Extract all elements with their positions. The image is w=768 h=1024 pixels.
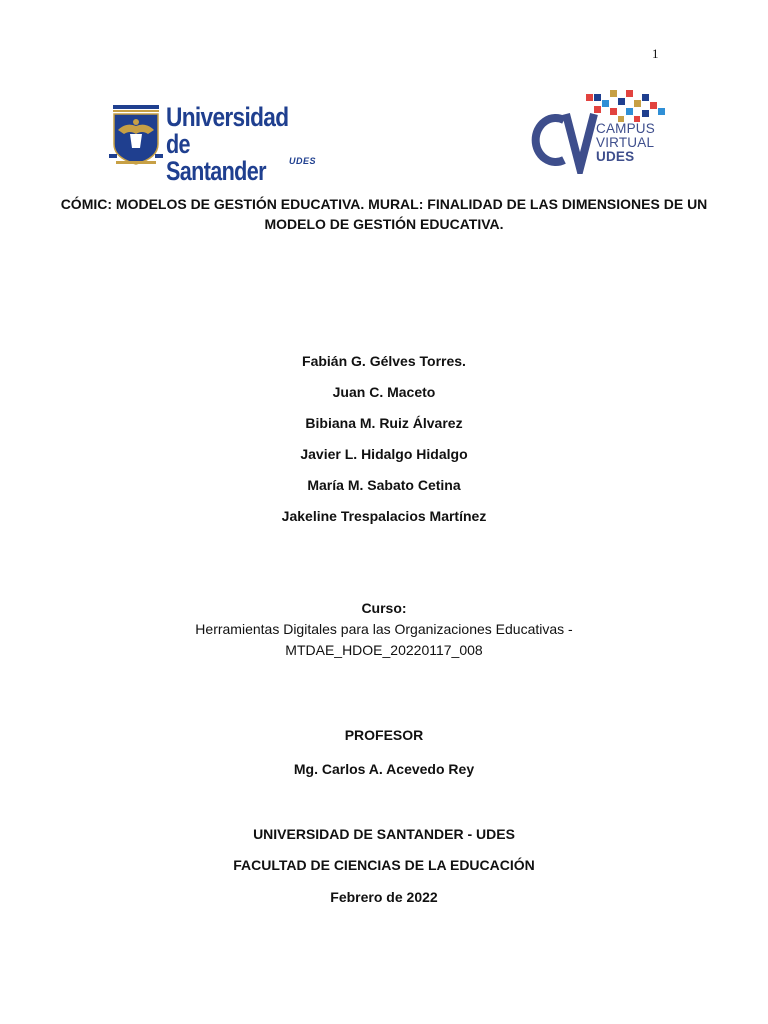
udes-shield-icon: [108, 104, 164, 168]
professor-label: PROFESOR: [344, 727, 424, 743]
campus-virtual-line1: CAMPUS: [596, 121, 655, 136]
udes-wordmark: [166, 104, 322, 185]
author-name: Bibiana M. Ruiz Álvarez: [305, 415, 463, 431]
university-name: UNIVERSIDAD DE SANTANDER - UDES: [253, 826, 515, 842]
campus-virtual-logo: [524, 88, 670, 174]
course-name-line1: Herramientas Digitales para las Organizaciones Educativas -: [195, 621, 573, 637]
document-title: CÓMIC: MODELOS DE GESTIÓN EDUCATIVA. MURAL: FINALIDAD DE LAS DIMENSIONES DE UN MODELO DE GESTIÓN EDUCATIVA.: [60, 196, 708, 232]
professor-name: Mg. Carlos A. Acevedo Rey: [293, 761, 475, 777]
author-name: Jakeline Trespalacios Martínez: [281, 508, 487, 524]
author-name: María M. Sabato Cetina: [307, 477, 461, 493]
author-name: Juan C. Maceto: [332, 384, 436, 400]
udes-logo: [108, 102, 320, 186]
udes-wordmark-sub: UDES: [288, 156, 316, 166]
author-name: Javier L. Hidalgo Hidalgo: [300, 446, 468, 462]
campus-virtual-line2: VIRTUAL: [596, 135, 655, 150]
page-number: 1: [652, 46, 659, 61]
document-date: Febrero de 2022: [330, 889, 438, 905]
udes-wordmark-line1: Universidad: [166, 102, 289, 132]
author-name: Fabián G. Gélves Torres.: [302, 353, 466, 369]
campus-virtual-text: [596, 122, 655, 164]
course-name-line2: MTDAE_HDOE_20220117_008: [285, 642, 483, 658]
campus-virtual-line3: UDES: [596, 149, 635, 164]
faculty-name: FACULTAD DE CIENCIAS DE LA EDUCACIÓN: [233, 857, 535, 873]
udes-wordmark-line2: de Santander: [166, 129, 266, 186]
course-label: Curso:: [361, 600, 407, 616]
